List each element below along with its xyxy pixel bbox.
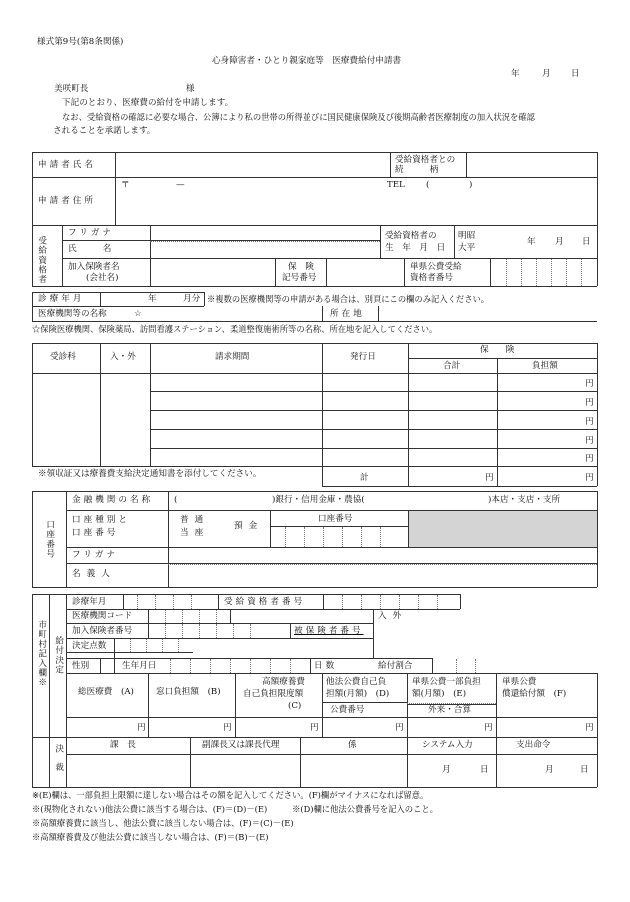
sum-burden-yen: 円 <box>585 473 594 483</box>
tel-paren-open: ( <box>426 180 430 190</box>
acct-touza: 当座 <box>180 528 210 538</box>
yen-4: 円 <box>585 436 594 446</box>
dob-day: 日 <box>582 237 591 247</box>
addressee-sama: 様 <box>186 84 195 94</box>
furigana-label: フリガナ <box>68 228 114 238</box>
calc-e-2: 額(月額) (E) <box>412 689 467 699</box>
office-treatment-month: 診療年月 <box>72 597 107 607</box>
office-dob: 生年月日 <box>122 661 157 671</box>
applicant-name-label: 申請者氏名 <box>38 160 96 170</box>
calc-c-3: (C) <box>288 701 302 711</box>
footnote-4: ※高額療養費及び他法公費に該当しない場合は、(F)＝(B)－(E) <box>32 832 269 842</box>
multi-institution-note: ※複数の医療機関等の申請がある場合は、別頁にこの欄のみ記入ください。 <box>207 294 490 304</box>
dob-year: 年 <box>527 237 536 247</box>
form-number: 様式第9号(第8条関係) <box>37 37 124 47</box>
calc-b: 窓口負担額 (B) <box>156 687 221 697</box>
yen-c: 円 <box>310 723 319 733</box>
col-issue: 発行日 <box>350 352 376 362</box>
date-month-label: 月 <box>542 69 551 79</box>
dob-label-1: 受給資格者の <box>385 231 437 241</box>
office-ratio: 給付割合 <box>378 661 413 671</box>
pay-month: 月 <box>545 765 554 775</box>
institution-address-label: 所在地 <box>330 309 365 319</box>
yen-2: 円 <box>585 398 594 408</box>
pref-holder-label-1: 単県公費受給 <box>410 262 462 272</box>
applicant-address-label: 申請者住所 <box>38 196 96 206</box>
acct-number-label: 口座番号 <box>318 514 353 524</box>
dob-label-2: 生 年 月 日 <box>385 243 446 253</box>
dob-month: 月 <box>555 237 564 247</box>
office-sex: 性別 <box>72 661 90 671</box>
office-jukyu-no: 受給資格者番号 <box>224 597 306 607</box>
relation-label-2: 続 柄 <box>395 165 442 175</box>
treatment-month-label: 診療年月 <box>38 294 85 304</box>
calc-f-2: 償還給付額 (F) <box>502 689 567 699</box>
footnote-1: ※(E)欄は、一部負担上限額に達しない場合はその額を記入してください。(F)欄がマイナスになれば留意。 <box>32 790 429 800</box>
sys-month: 月 <box>442 765 451 775</box>
yen-a: 円 <box>137 723 146 733</box>
pref-holder-label-2: 資格者番号 <box>410 273 453 283</box>
calc-e-1: 単県公費一部負担 <box>412 677 481 687</box>
col-dept: 受診科 <box>50 352 76 362</box>
ins-number-label-1: 保 険 <box>288 262 314 272</box>
branch-suffix: )本店・支店・支所 <box>488 495 561 505</box>
calc-c-1: 高額療養費 <box>262 677 305 687</box>
footnote-3: ※高額療養費に該当し、他法公費に該当しない場合は、(F)＝(C)－(E) <box>32 818 294 828</box>
yen-d: 円 <box>395 723 404 733</box>
form-title: 心身障害者・ひとり親家庭等 医療費給付申請書 <box>212 56 402 66</box>
sum-label: 計 <box>360 473 369 483</box>
bank-name-label: 金融機関の名称 <box>72 495 154 505</box>
kyufu-label: 給付決定 <box>53 636 64 675</box>
tel-paren-close: ) <box>469 180 473 190</box>
col-burden: 負担額 <box>532 361 558 371</box>
approval-deputy: 副課長又は課長代理 <box>202 740 280 750</box>
approval-staff: 係 <box>348 740 357 750</box>
approval-system: システム入力 <box>422 740 473 750</box>
yen-1: 円 <box>585 379 594 389</box>
intro-line-3: されることを承諾します。 <box>53 126 156 136</box>
institution-note: ☆保険医療機関、保険薬局、訪問看護ステーション、柔道整復施術所等の名称、所在地を記入してください。 <box>32 324 438 334</box>
calc-d-2: 担額(月額) (D) <box>326 689 390 699</box>
office-insurer-no: 加入保険者番号 <box>72 626 133 636</box>
yen-b: 円 <box>223 723 232 733</box>
bank-side-label: 口座番号 <box>44 520 55 559</box>
intro-line-2: なお、受給資格の確認に必要な場合、公簿により私の世帯の所得並びに国民健康保険及び後期高齢者医療制度の加入状況を確認 <box>62 112 535 122</box>
yen-5: 円 <box>585 454 594 464</box>
acct-type-label-2: 口座番号 <box>72 528 119 538</box>
holder-name-label: 名義人 <box>72 569 116 579</box>
beneficiary-name-label: 氏 名 <box>68 244 115 254</box>
calc-a: 総医療費 (A) <box>78 687 134 697</box>
postal-mark: 〒 <box>121 180 130 190</box>
treatment-year: 年 <box>148 294 157 304</box>
bank-paren: ( <box>174 495 178 505</box>
receipt-note: ※領収証又は療養費支給決定通知書を添付してください。 <box>38 469 262 479</box>
ins-number-label-2: 記号番号 <box>282 273 317 283</box>
relation-label-1: 受給資格者との <box>395 155 456 165</box>
institution-name-label: 医療機関等の名称 <box>38 309 107 319</box>
yen-f: 円 <box>585 723 594 733</box>
calc-d-3: 公費番号 <box>330 705 365 715</box>
col-insurance: 保 険 <box>480 345 515 355</box>
date-year-label: 年 <box>511 69 520 79</box>
approval-side-label: 決裁 <box>53 744 64 782</box>
approval-payment: 支出命令 <box>516 740 551 750</box>
approval-manager: 課 長 <box>110 740 136 750</box>
col-total: 合計 <box>443 361 461 371</box>
calc-c-2: 自己負担限度額 <box>243 689 304 699</box>
holder-furigana-label: フリガナ <box>72 550 118 560</box>
treatment-month: 月分 <box>183 294 201 304</box>
acct-yokin: 預金 <box>234 521 264 531</box>
col-period: 請求期間 <box>215 352 250 362</box>
footnote-2: ※(現物化されない)他法公費に該当する場合は、(F)＝(D)－(E) ※(D)欄に他法公費番号を記入のこと。 <box>32 804 438 814</box>
tel-label: TEL <box>387 180 405 190</box>
col-inout: 入・外 <box>110 352 136 362</box>
pay-day: 日 <box>580 765 589 775</box>
era-2: 大平 <box>458 243 476 253</box>
insurer-label-2: (会社名) <box>86 273 119 283</box>
sys-day: 日 <box>480 765 489 775</box>
intro-line-1: 下記のとおり、医療費の給付を申請します。 <box>62 98 234 108</box>
insurer-label-1: 加入保険者名 <box>68 262 120 272</box>
addressee: 美咲町長 <box>54 84 89 94</box>
yen-e: 円 <box>484 723 493 733</box>
office-insured-no: 被保険者番号 <box>294 626 364 636</box>
office-side-label: 市町村記入欄※ <box>36 620 47 688</box>
yen-3: 円 <box>585 417 594 427</box>
office-inout: 入外 <box>378 611 408 621</box>
acct-futsu: 普通 <box>180 515 210 525</box>
institution-star: ☆ <box>134 309 142 319</box>
acct-type-label-1: 口座種別と <box>72 515 130 525</box>
bank-suffix: )銀行・信用金庫・農協( <box>272 495 365 505</box>
postal-dash: — <box>176 180 185 190</box>
office-points: 決定点数 <box>72 641 107 651</box>
calc-f-1: 単県公費 <box>502 677 537 687</box>
sum-total-yen: 円 <box>485 473 494 483</box>
beneficiary-side-label: 受給資格者 <box>36 236 47 284</box>
office-inst-code: 医療機関コード <box>72 611 133 621</box>
calc-e-3: 外来・合算 <box>428 705 471 715</box>
date-day-label: 日 <box>571 69 580 79</box>
office-days: 日数 <box>314 661 338 671</box>
era-1: 明昭 <box>458 231 476 241</box>
calc-d-1: 他法公費自己負 <box>326 677 387 687</box>
